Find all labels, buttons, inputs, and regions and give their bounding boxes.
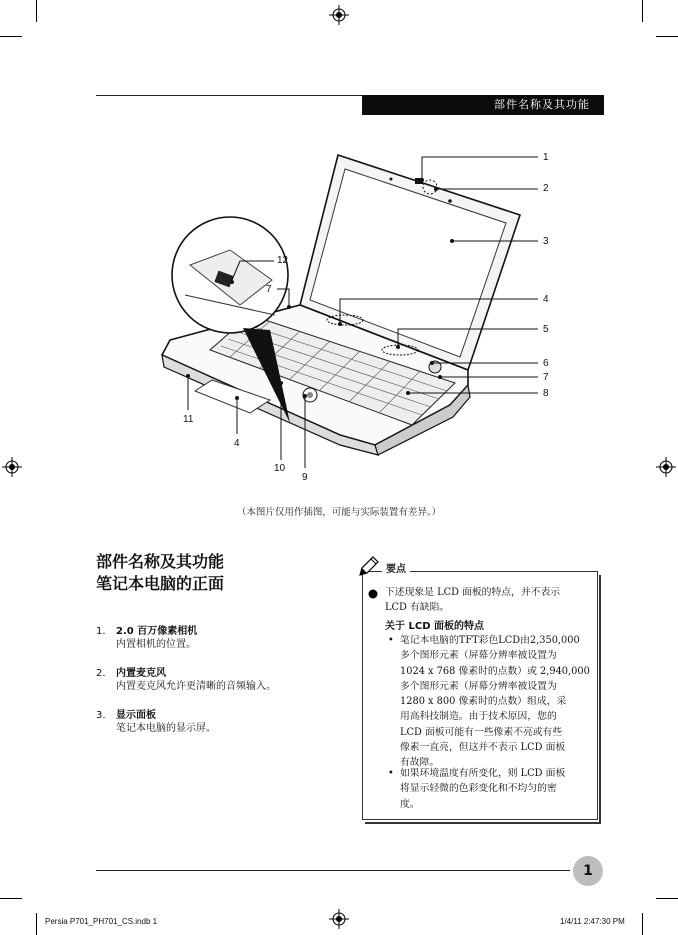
callout-6: 6	[543, 358, 549, 369]
footer-file: Persia P701_PH701_CS.indb 1	[45, 917, 158, 926]
note-label: 要点	[382, 560, 410, 575]
item-1-desc: 内置相机的位置。	[116, 639, 196, 650]
section-title-1: 部件名称及其功能	[96, 552, 225, 571]
callout-11: 11	[183, 414, 194, 425]
callout-8: 8	[543, 388, 549, 399]
note-subtitle: 关于 LCD 面板的特点	[385, 621, 484, 632]
item-3-desc: 笔记本电脑的显示屏。	[116, 723, 216, 734]
callout-5: 5	[543, 324, 549, 335]
bullet-dot-icon	[368, 589, 378, 599]
note-main-line1: 下述现象是 LCD 面板的特点，并不表示	[385, 587, 561, 598]
callout-4: 4	[543, 294, 549, 305]
header-title: 部件名称及其功能	[362, 95, 604, 115]
callout-9: 9	[302, 472, 308, 483]
note-bullet1: 笔记本电脑的TFT彩色LCD由2,350,000 多个图形元素（屏幕分辨率被设置为 1024 x 768 像素时的点数）或 2,940,000 多个图形元素（屏幕分辨率被设置为 1280 x 800 像素时的点数）组成，采 用高科技制造。由于技术原因，您的 LCD 面板可能有一些像素不亮或有些 像素一直亮，但这并不表示 LCD 面板 有故障。	[400, 635, 590, 769]
note-main-line2: LCD 有缺陷。	[385, 602, 450, 613]
bullet-marker-2: •	[388, 768, 394, 779]
bullet-marker-1: •	[388, 635, 394, 646]
callout-7: 7	[543, 372, 549, 383]
item-2-title: 2. 内置麦克风	[96, 668, 166, 679]
note-bullet2: 如果环境温度有所变化，则 LCD 面板 将显示轻微的色彩变化和不均匀的密 度。	[400, 768, 566, 810]
item-1-title: 1. 2.0 百万像素相机	[96, 626, 198, 637]
footer-timestamp: 1/4/11 2:47:30 PM	[560, 917, 625, 926]
page-number: 1	[573, 856, 603, 886]
callout-4-left: 4	[234, 438, 240, 449]
figure-caption: （本图片仅用作插图，可能与实际装置有差异。）	[236, 507, 442, 518]
item-3-title: 3. 显示面板	[96, 710, 156, 721]
callout-2: 2	[543, 183, 549, 194]
callout-10: 10	[274, 463, 286, 474]
callout-3: 3	[543, 236, 549, 247]
callout-12: 12	[277, 255, 289, 266]
callout-7-left: 7	[266, 284, 272, 295]
item-2-desc: 内置麦克风允许更清晰的音频输入。	[116, 681, 276, 692]
pencil-icon	[356, 555, 380, 579]
callout-1: 1	[543, 152, 549, 163]
section-title-2: 笔记本电脑的正面	[96, 574, 225, 593]
